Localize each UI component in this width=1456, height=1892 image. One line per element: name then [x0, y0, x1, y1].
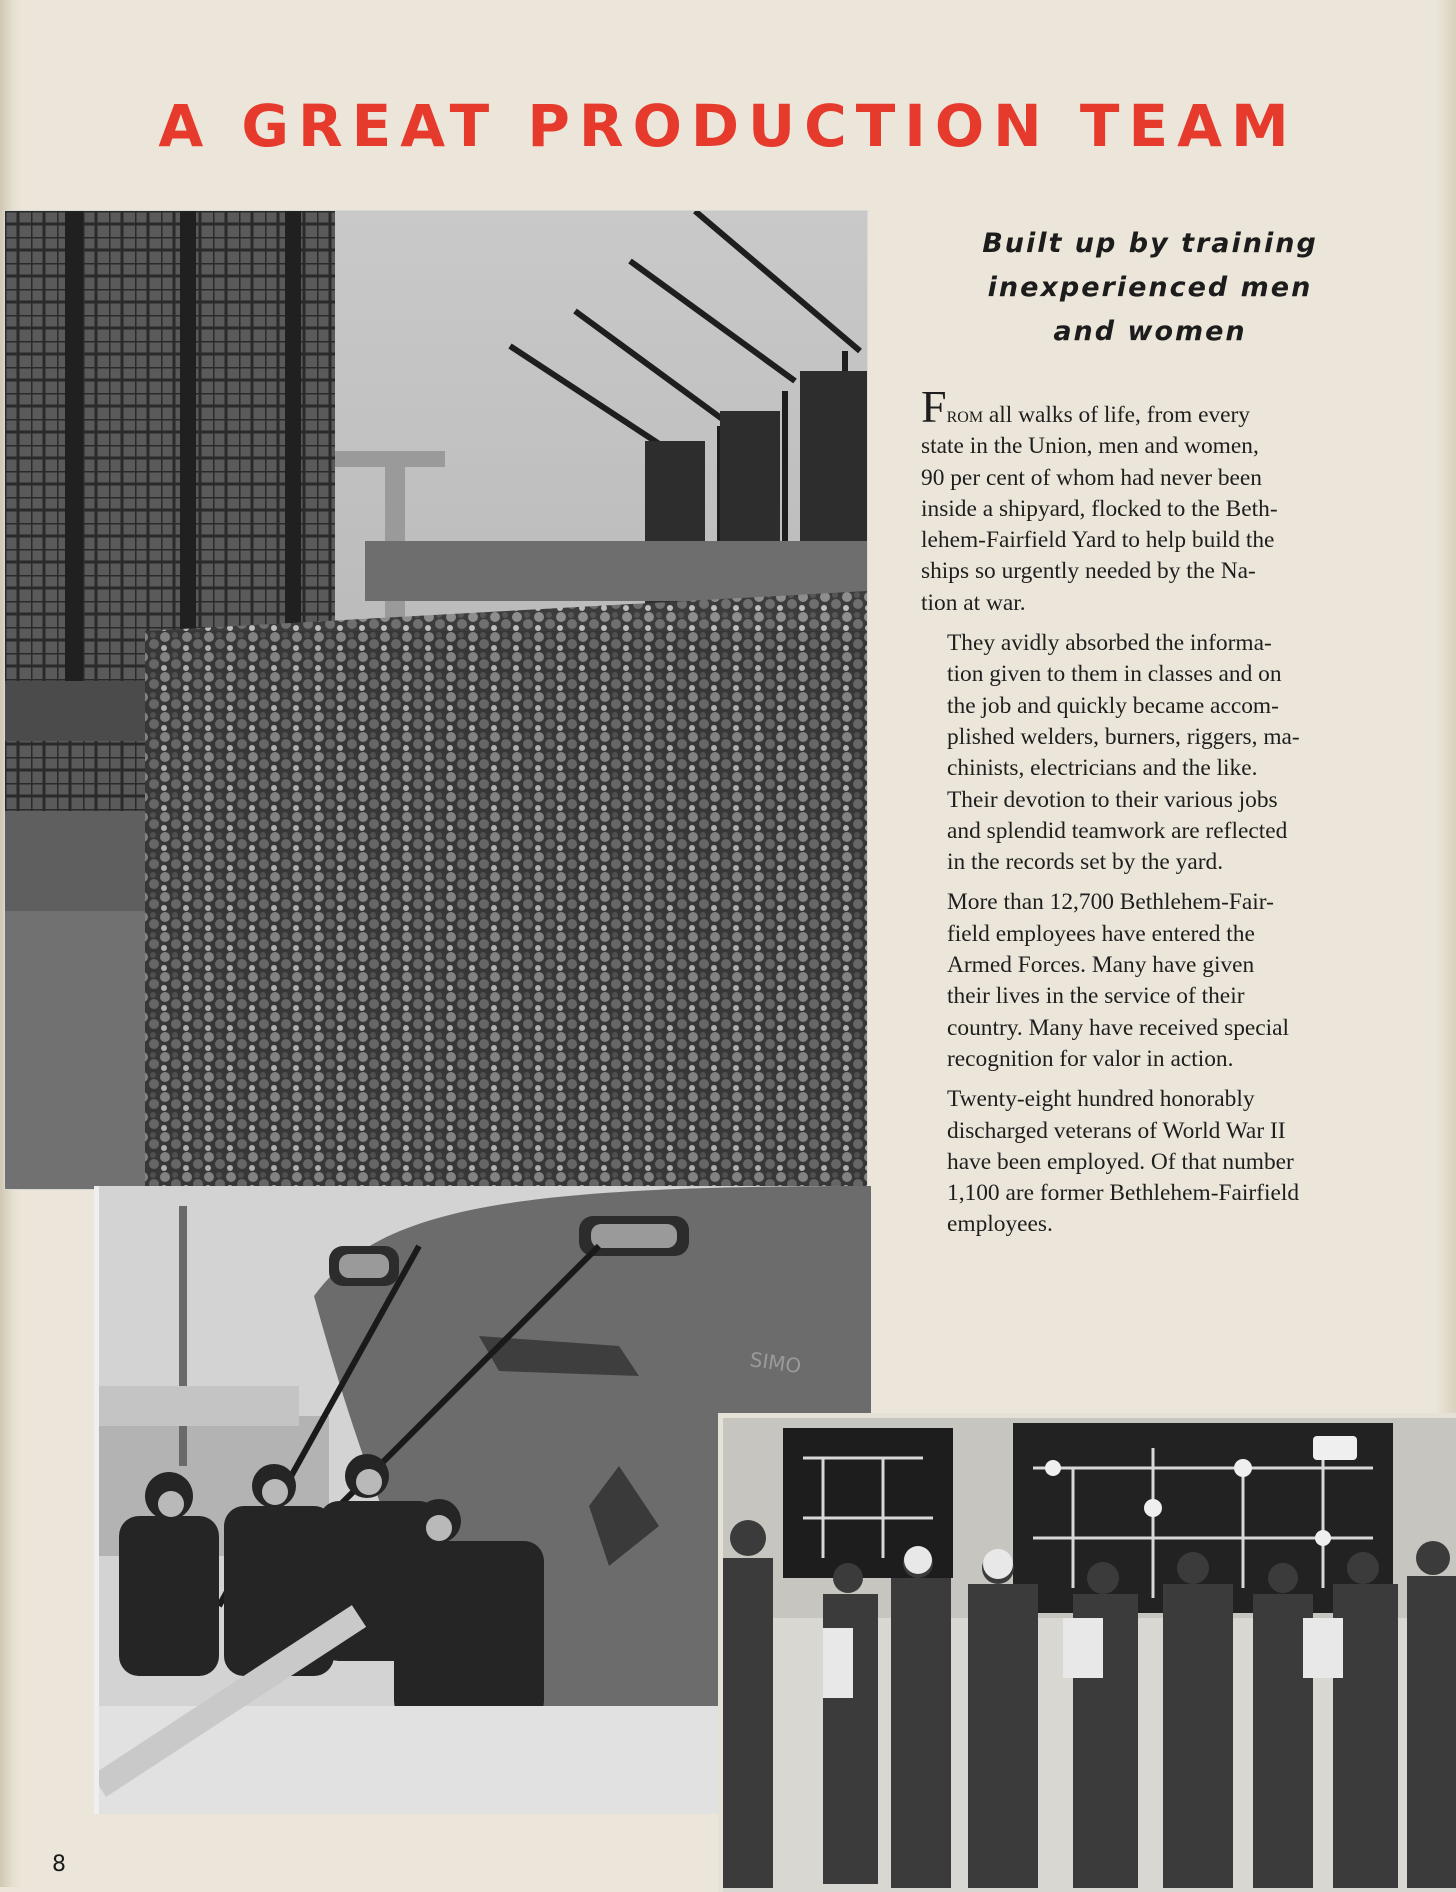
text-line: and splendid teamwork are reflected [947, 817, 1288, 844]
text-line: their lives in the service of their [947, 983, 1245, 1010]
text-line: plished welders, burners, riggers, ma- [947, 723, 1300, 750]
text-line: 1,100 are former Bethlehem-Fairfield [947, 1180, 1300, 1207]
shipyard-crowd-photo [4, 210, 868, 1190]
text-line: tion given to them in classes and on [947, 661, 1282, 688]
subtitle-line: Built up by training [982, 228, 1318, 259]
text-line: Armed Forces. Many have given [947, 952, 1255, 979]
text-line: field employees have entered the [947, 920, 1255, 947]
text-line: recognition for valor in action. [947, 1045, 1234, 1072]
text-line: inside a shipyard, flocked to the Beth- [921, 495, 1278, 522]
hull-lettering: SIMO [748, 1347, 803, 1379]
text-line: in the records set by the yard. [947, 849, 1224, 876]
article-paragraph [921, 381, 1381, 619]
subtitle-line: inexperienced men [987, 272, 1313, 303]
text-line: discharged veterans of World War II [947, 1117, 1286, 1144]
text-line: have been employed. Of that number [947, 1148, 1294, 1175]
text-line: More than 12,700 Bethlehem-Fair- [947, 889, 1274, 916]
text-line: state in the Union, men and women, [921, 433, 1259, 460]
text-line: ships so urgently needed by the Na- [921, 558, 1256, 585]
text-line: lehem-Fairfield Yard to help build the [921, 527, 1275, 554]
text-line: 90 per cent of whom had never been [921, 464, 1262, 491]
text-line: employees. [947, 1211, 1053, 1238]
text-line: Their devotion to their various jobs [947, 786, 1278, 813]
text-line: They avidly absorbed the informa- [947, 630, 1272, 657]
page-number: 8 [52, 1852, 66, 1877]
page-title: A GREAT PRODUCTION TEAM [158, 92, 1298, 160]
article-paragraph [921, 628, 1381, 878]
text-line: country. Many have received special [947, 1014, 1290, 1041]
text-line: the job and quickly became accom- [947, 692, 1279, 719]
text-line: From all walks of life, from every [921, 381, 1251, 432]
text-line: chinists, electricians and the like. [947, 755, 1258, 782]
subtitle-line: and women [1053, 316, 1247, 347]
drop-cap: F [921, 381, 947, 432]
control-board-women-photo [718, 1413, 1456, 1892]
article-subtitle [930, 222, 1370, 354]
article-paragraph [921, 887, 1381, 1075]
text-line: Twenty-eight hundred honorably [947, 1086, 1255, 1113]
crowd-photo-illustration [5, 211, 867, 1189]
text-line: tion at war. [921, 589, 1026, 616]
control-board-photo-illustration [723, 1418, 1456, 1892]
lead-small-caps: rom [946, 402, 984, 428]
article-body [921, 381, 1381, 1250]
article-paragraph [921, 1084, 1381, 1240]
